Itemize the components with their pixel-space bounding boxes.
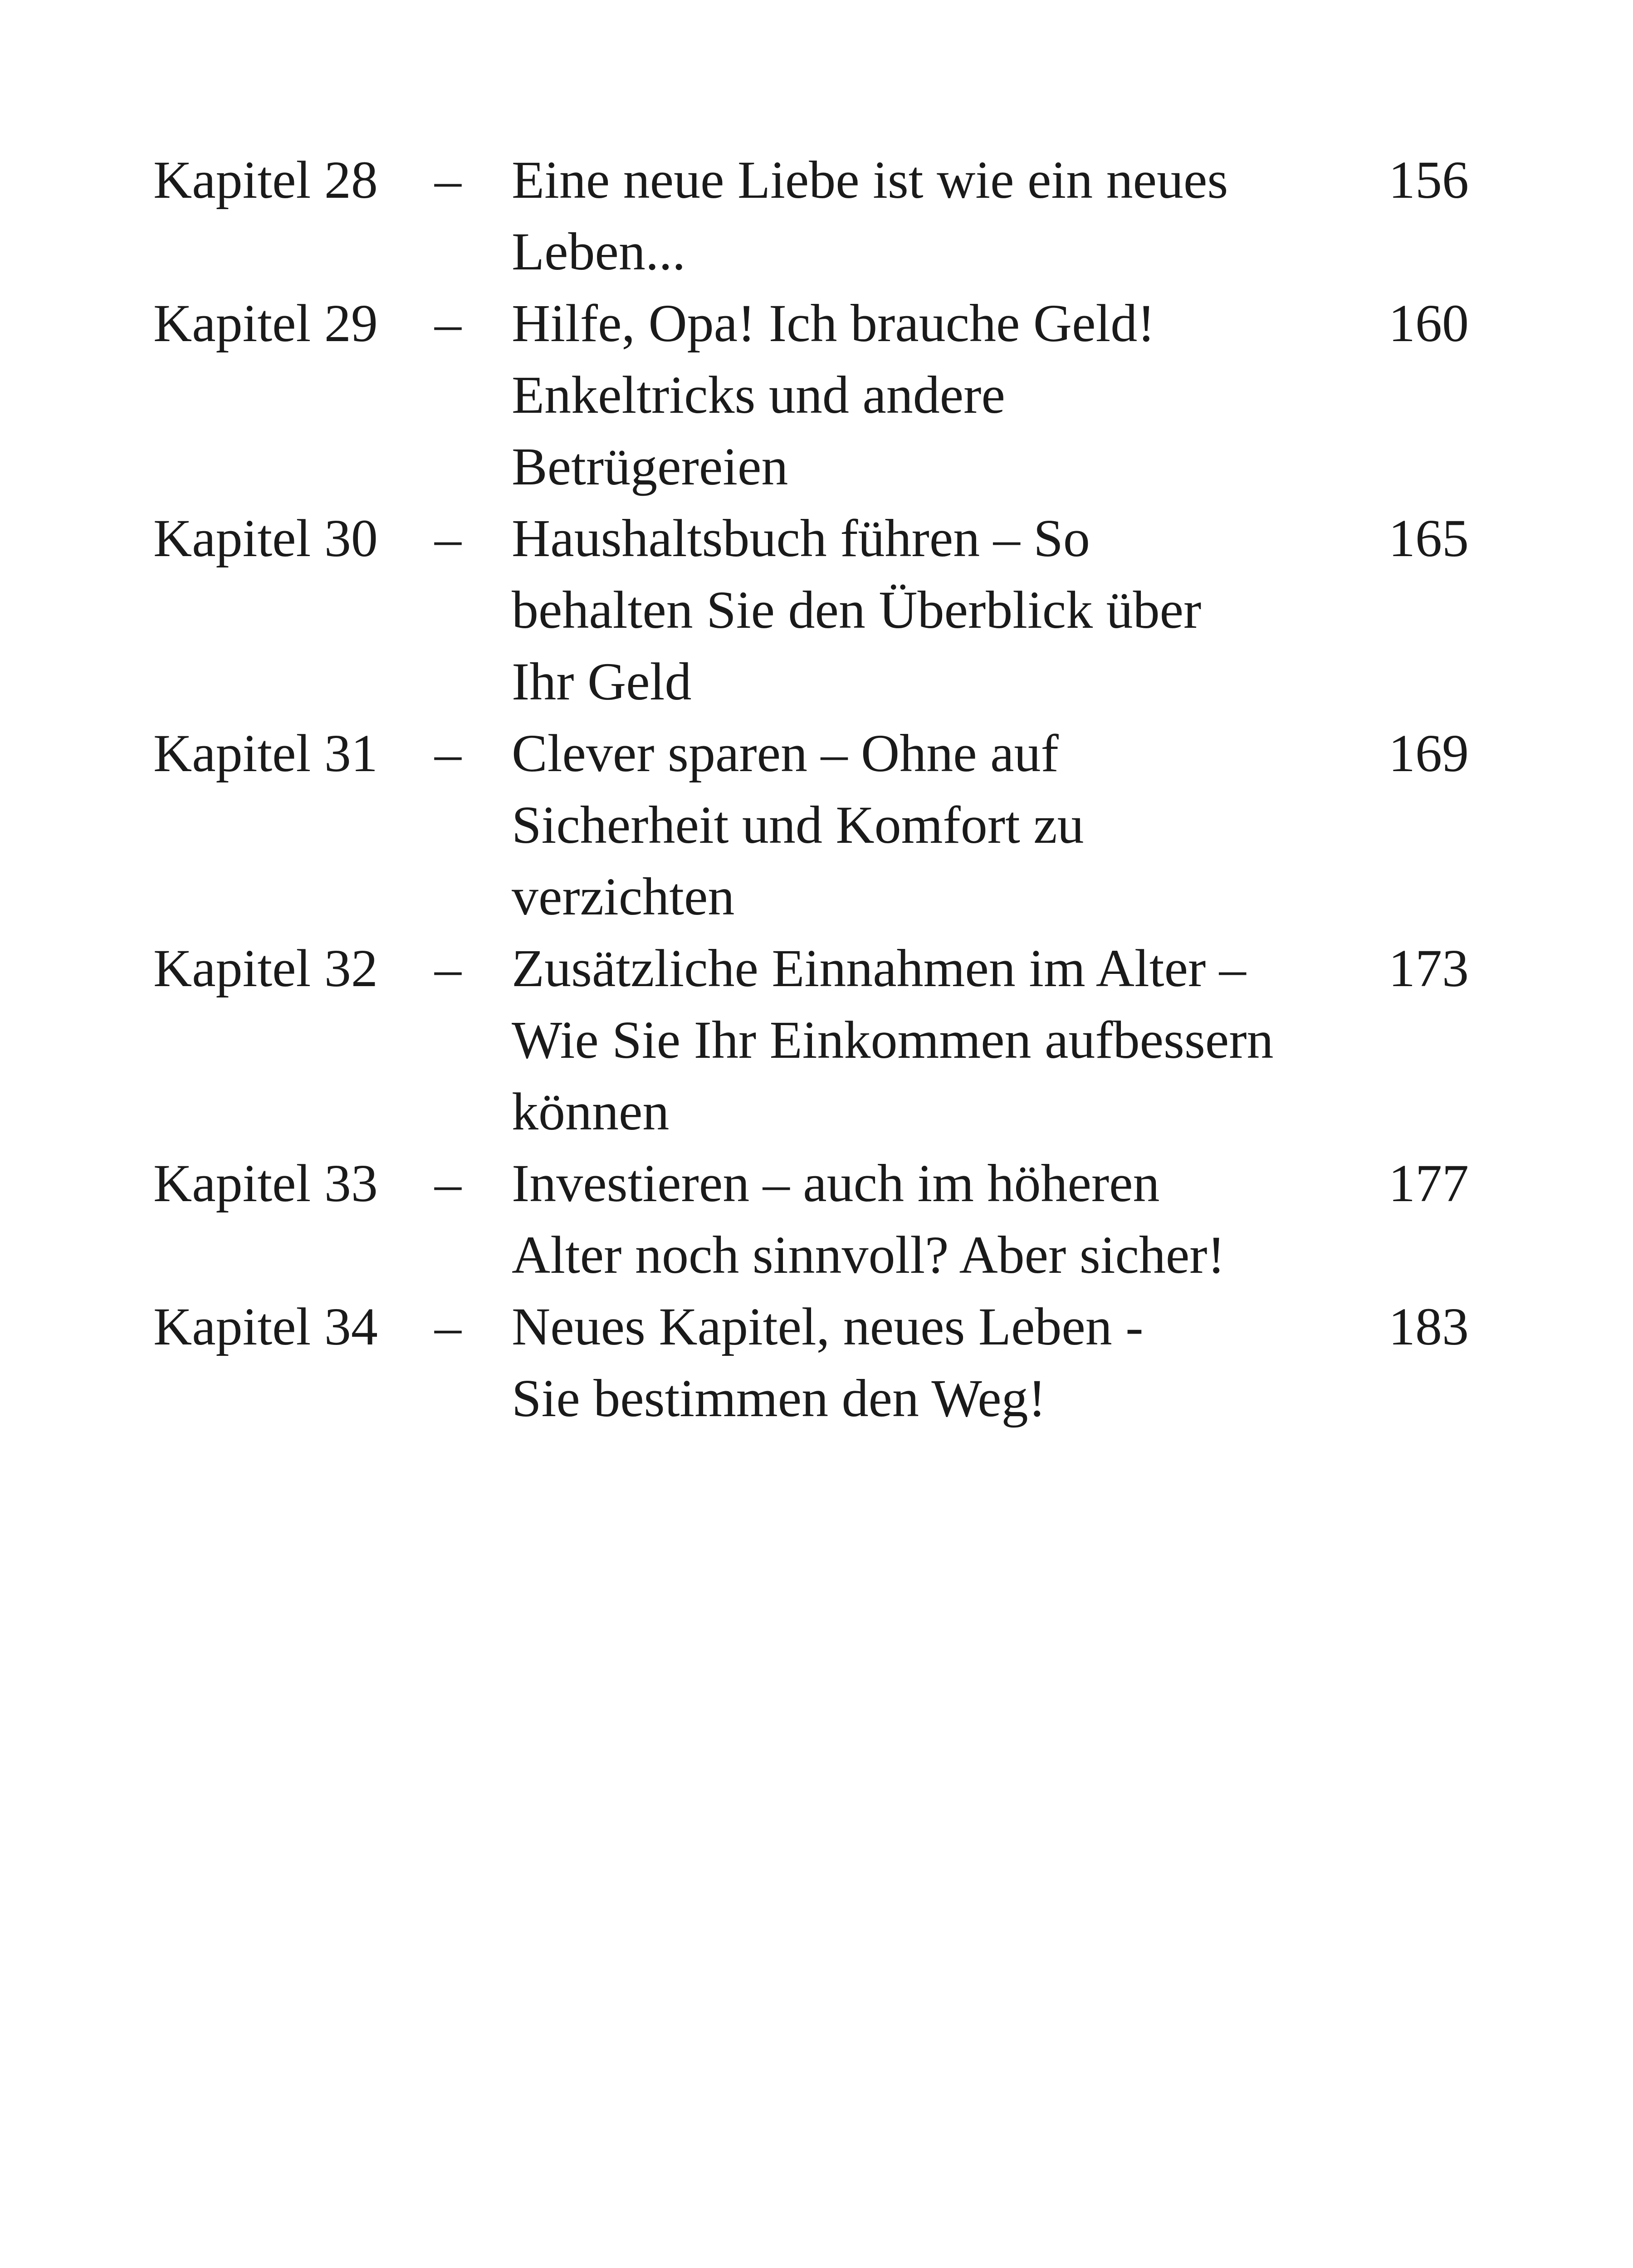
chapter-title-line: Leben... <box>512 222 686 281</box>
chapter-title <box>512 503 1419 718</box>
chapter-title-line: verzichten <box>512 867 735 926</box>
chapter-title-line: Hilfe, Opa! Ich brauche Geld! <box>512 293 1155 353</box>
chapter-title-line: Neues Kapitel, neues Leben - <box>512 1297 1144 1356</box>
separator-dash: – <box>435 1297 461 1356</box>
chapter-number: Kapitel 30 <box>153 508 378 568</box>
chapter-title-line: Wie Sie Ihr Einkommen aufbessern <box>512 1010 1274 1070</box>
toc-entry-chapter-29 <box>153 288 1469 503</box>
chapter-title-line: Sicherheit und Komfort zu <box>512 795 1084 855</box>
table-of-contents <box>153 144 1469 1434</box>
separator-dash: – <box>435 938 461 998</box>
chapter-title <box>512 144 1419 288</box>
page-number: 173 <box>1389 938 1469 998</box>
chapter-title-line: behalten Sie den Überblick über <box>512 580 1202 640</box>
chapter-title-line: Haushaltsbuch führen – So <box>512 508 1090 568</box>
chapter-title <box>512 718 1419 933</box>
chapter-number: Kapitel 29 <box>153 293 378 353</box>
separator-dash: – <box>435 150 461 210</box>
chapter-title-line: Investieren – auch im höheren <box>512 1154 1160 1213</box>
toc-entry-chapter-32 <box>153 933 1469 1148</box>
separator-dash: – <box>435 508 461 568</box>
chapter-number: Kapitel 34 <box>153 1297 378 1356</box>
chapter-title-line: Ihr Geld <box>512 652 692 711</box>
chapter-title-line: Sie bestimmen den Weg! <box>512 1369 1046 1428</box>
chapter-title-line: können <box>512 1082 670 1141</box>
chapter-title-line: Clever sparen – Ohne auf <box>512 723 1059 783</box>
page-number: 177 <box>1389 1154 1469 1213</box>
chapter-title <box>512 288 1419 503</box>
page-number: 156 <box>1389 150 1469 210</box>
toc-entry-chapter-33 <box>153 1148 1469 1291</box>
chapter-number: Kapitel 32 <box>153 938 378 998</box>
separator-dash: – <box>435 1154 461 1213</box>
page-number: 160 <box>1389 293 1469 353</box>
page-number: 183 <box>1389 1297 1469 1356</box>
toc-entry-chapter-28 <box>153 144 1469 288</box>
chapter-number: Kapitel 33 <box>153 1154 378 1213</box>
separator-dash: – <box>435 723 461 783</box>
separator-dash: – <box>435 293 461 353</box>
toc-entry-chapter-30 <box>153 503 1469 718</box>
chapter-title <box>512 933 1419 1148</box>
chapter-number: Kapitel 31 <box>153 723 378 783</box>
page-number: 169 <box>1389 723 1469 783</box>
chapter-title <box>512 1148 1419 1291</box>
page-number: 165 <box>1389 508 1469 568</box>
chapter-title-line: Betrügereien <box>512 437 788 496</box>
chapter-title-line: Eine neue Liebe ist wie ein neues <box>512 150 1228 210</box>
toc-entry-chapter-31 <box>153 718 1469 933</box>
chapter-title-line: Zusätzliche Einnahmen im Alter – <box>512 938 1246 998</box>
chapter-title <box>512 1291 1419 1434</box>
chapter-title-line: Alter noch sinnvoll? Aber sicher! <box>512 1225 1225 1285</box>
toc-entry-chapter-34 <box>153 1291 1469 1434</box>
chapter-title-line: Enkeltricks und andere <box>512 365 1005 425</box>
chapter-number: Kapitel 28 <box>153 150 378 210</box>
